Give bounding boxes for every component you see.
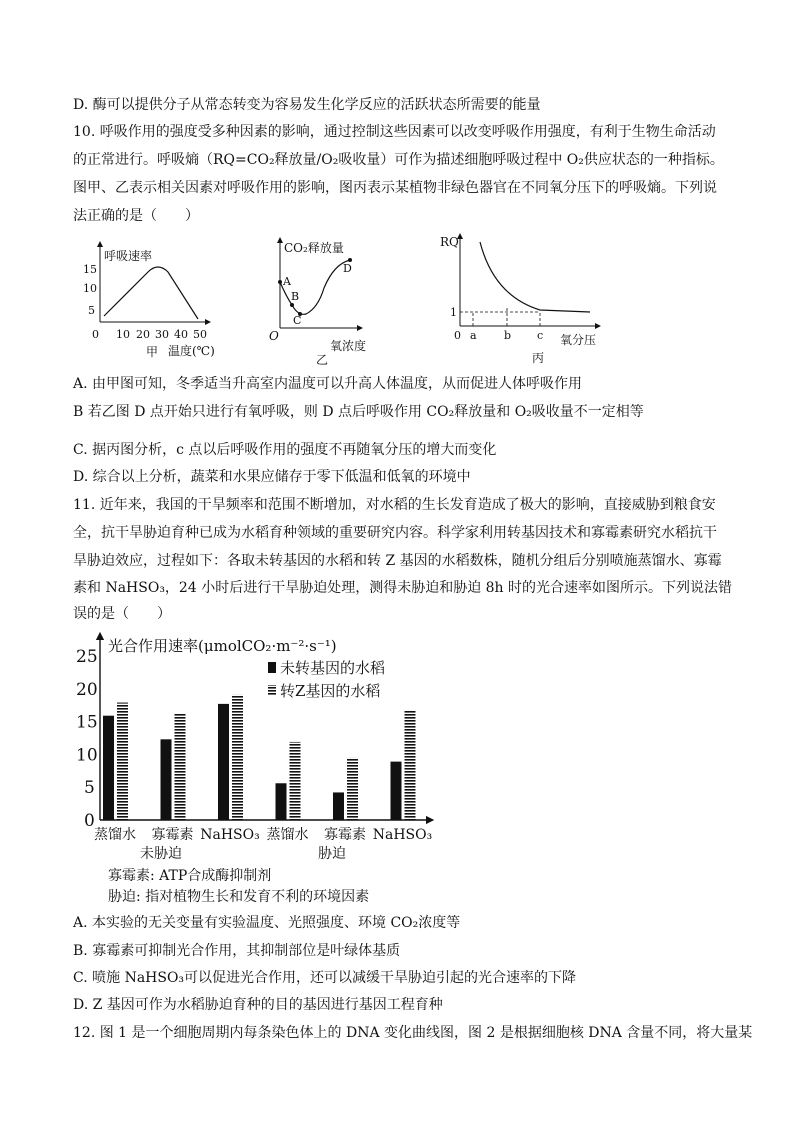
bar-untransformed [391,762,402,820]
jia-caption: 甲 [146,345,159,359]
bar-untransformed [161,739,172,820]
note-stress: 胁迫: 指对植物生长和发育不利的环境因素 [108,889,370,905]
jia-xlabel: 温度(℃) [168,344,215,358]
bing-caption: 丙 [532,351,545,365]
q10-option-c: C. 据丙图分析，c 点以后呼吸作用的强度不再随氧分压的增大而变化 [73,442,497,458]
q10-option-b: B 若乙图 D 点开始只进行有氧呼吸，则 D 点后呼吸作用 CO₂释放量和 O₂吸收量不一定相等 [73,404,644,420]
q11-stem-line: 全，抗干旱胁迫育种已成为水稻育种领域的重要研究内容。科学家利用转基因技术和寡霉素研究水稻抗干 [73,525,717,541]
q11-option-b: B. 寡霉素可抑制光合作用，其抑制部位是叶绿体基质 [73,943,401,959]
svg-text:50: 50 [193,328,207,341]
svg-text:40: 40 [174,328,188,341]
bar-z-gene [290,742,301,820]
y-tick-label: 25 [76,647,98,667]
bar-untransformed [218,704,229,820]
y-tick-label: 10 [76,745,98,766]
x-tick-label: NaHSO₃ [372,827,433,843]
svg-text:10: 10 [116,328,130,341]
bar-untransformed [103,716,114,820]
svg-text:0: 0 [92,328,99,341]
bing-curve [480,242,590,312]
x-tick-label: 蒸馏水 [266,827,309,843]
legend-swatch-z-gene [268,685,276,696]
q10-stem-line: 法正确的是（ ） [73,208,199,224]
svg-text:A: A [283,275,291,288]
bar-untransformed [333,792,344,820]
svg-text:5: 5 [88,304,95,317]
group-label-stressed: 胁迫 [318,846,346,862]
q11-stem-line: 11. 近年来，我国的干旱频率和范围不断增加，对水稻的生长发育造成了极大的影响，直接威胁到粮食安 [73,497,716,513]
q11-option-a: A. 本实验的无关变量有实验温度、光照强度、环境 CO₂浓度等 [73,915,461,931]
figure-jia [80,244,230,366]
bar-untransformed [276,783,287,820]
svg-text:a: a [470,329,477,342]
svg-text:c: c [537,329,544,342]
y-tick-label: 5 [84,778,95,799]
svg-text:20: 20 [136,328,150,341]
q10-stem-line: 的正常进行。呼吸熵（RQ=CO₂释放量/O₂吸收量）可作为描述细胞呼吸过程中 O₂供应状态的一种指标。 [73,152,724,168]
jia-curve [104,267,198,319]
bar-z-gene [347,758,358,820]
x-tick-label: 蒸馏水 [94,827,136,843]
q10-option-d: D. 综合以上分析，蔬菜和水果应储存于零下低温和低氧的环境中 [73,469,471,485]
q11-option-d: D. Z 基因可作为水稻胁迫育种的目的基因进行基因工程育种 [73,997,443,1013]
svg-text:B: B [291,290,300,303]
bar-z-gene [175,714,186,820]
svg-text:10: 10 [83,282,97,295]
group-label-unstressed: 未胁迫 [140,846,182,862]
y-tick-label: 15 [76,712,98,733]
svg-text:30: 30 [155,328,169,341]
x-tick-label: NaHSO₃ [200,827,260,843]
figure-bing [440,232,610,368]
q11-stem-line: 旱胁迫效应，过程如下：各取未转基因的水稻和转 Z 基因的水稻数株，随机分组后分别喷施蒸馏水、寡霉 [73,553,722,569]
note-oligomycin: 寡霉素: ATP合成酶抑制剂 [108,868,272,884]
q10-stem-line: 10. 呼吸作用的强度受多种因素的影响，通过控制这些因素可以改变呼吸作用强度，有利于生物生命活动 [73,124,716,140]
svg-text:C: C [293,314,302,327]
bar-z-gene [117,703,128,820]
bar-z-gene [405,710,416,820]
yi-caption: 乙 [316,353,329,367]
legend-swatch-untransformed [268,662,276,673]
yi-ylabel: CO₂释放量 [284,241,344,255]
q11-stem-line: 误的是（ ） [73,606,171,622]
q10-option-a: A. 由甲图可知，冬季适当升高室内温度可以升高人体温度，从而促进人体呼吸作用 [73,376,583,392]
chart-legend [268,659,385,700]
svg-text:O: O [269,329,279,343]
yi-xlabel: 氧浓度 [330,339,367,353]
y-tick-label: 0 [84,811,95,831]
bing-xlabel: 氧分压 [560,333,597,347]
q10-stem-line: 图甲、乙表示相关因素对呼吸作用的影响，图丙表示某植物非绿色器官在不同氧分压下的呼吸熵。下列说 [73,180,717,196]
bing-ylabel: RQ [440,235,459,249]
figure-yi [268,238,378,366]
q11-option-c: C. 喷施 NaHSO₃可以促进光合作用，还可以减缓干旱胁迫引起的光合速率的下降 [73,970,577,986]
q12-stem-line: 12. 图 1 是一个细胞周期内每条染色体上的 DNA 变化曲线图，图 2 是根据细胞核 DNA 含量不同，将大量某 [73,1025,753,1041]
svg-text:D: D [343,262,352,275]
svg-text:1: 1 [450,306,457,319]
svg-text:15: 15 [83,263,97,276]
q9-option-d: D. 酶可以提供分子从常态转变为容易发生化学反应的活跃状态所需要的能量 [73,97,541,113]
legend-label-z-gene: 转Z基因的水稻 [280,682,381,700]
bar-z-gene [232,695,243,820]
jia-ylabel: 呼吸速率 [104,249,153,263]
chart-ylabel: 光合作用速率(μmolCO₂·m⁻²·s⁻¹) [108,637,337,655]
x-tick-label: 寡霉素 [324,827,366,843]
svg-text:b: b [504,329,512,342]
x-tick-label: 寡霉素 [151,827,194,843]
q11-stem-line: 素和 NaHSO₃，24 小时后进行干旱胁迫处理，测得未胁迫和胁迫 8h 时的光合速率如图所示。下列说法错 [73,580,733,596]
y-tick-label: 20 [76,679,98,700]
photosynthesis-bar-chart [70,630,450,912]
legend-label-untransformed: 未转基因的水稻 [280,659,386,677]
svg-text:0: 0 [454,329,461,342]
